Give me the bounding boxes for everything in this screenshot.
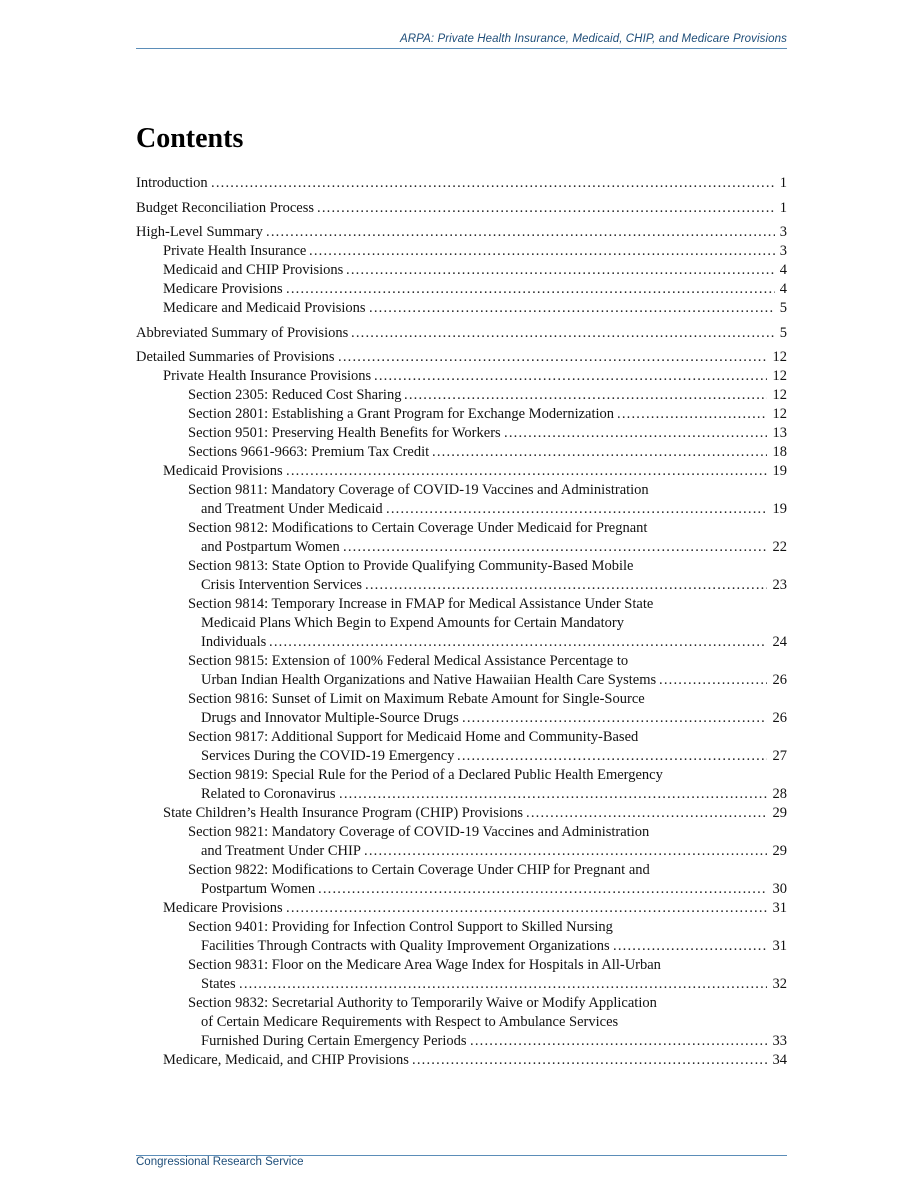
toc-dot-leader <box>338 348 767 367</box>
toc-page-number: 12 <box>772 406 787 422</box>
toc-entry-text: and Treatment Under CHIP <box>201 843 361 859</box>
toc-page-number: 1 <box>779 175 787 191</box>
toc-entry-text: Postpartum Women <box>201 881 316 897</box>
toc-page-number: 27 <box>772 748 787 764</box>
toc-entry[interactable] <box>136 481 787 519</box>
toc-page-number: 19 <box>772 463 787 479</box>
toc-entry-text: Private Health Insurance Provisions <box>163 368 372 384</box>
toc-entry-text: Medicare and Medicaid Provisions <box>163 300 366 316</box>
toc-dot-leader <box>211 174 775 193</box>
toc-entry-text: Urban Indian Health Organizations and Native Hawaiian Health Care Systems <box>201 672 657 688</box>
toc-dot-leader <box>386 500 767 519</box>
toc-page-number: 29 <box>772 843 787 859</box>
toc-entry[interactable] <box>136 199 787 218</box>
toc-entry-text: Section 9832: Secretarial Authority to Temporarily Waive or Modify Application <box>188 995 657 1011</box>
toc-entry[interactable] <box>136 690 787 728</box>
toc-dot-leader <box>432 443 767 462</box>
toc-entry-text: Section 9501: Preserving Health Benefits for Workers <box>188 425 501 441</box>
toc-entry[interactable] <box>136 918 787 956</box>
toc-entry[interactable] <box>136 242 787 261</box>
toc-dot-leader <box>266 223 775 242</box>
toc-entry[interactable] <box>136 861 787 899</box>
toc-entry-text: Section 9816: Sunset of Limit on Maximum Rebate Amount for Single-Source <box>188 691 645 707</box>
toc-entry-text: Medicaid Plans Which Begin to Expend Amounts for Certain Mandatory <box>201 615 624 631</box>
toc-page-number: 30 <box>772 881 787 897</box>
toc-page-number: 4 <box>779 262 787 278</box>
toc-entry-text: High-Level Summary <box>136 224 263 240</box>
toc-page-number: 5 <box>779 300 787 316</box>
toc-entry-text: Section 9817: Additional Support for Medicaid Home and Community-Based <box>188 729 639 745</box>
toc-dot-leader <box>613 937 767 956</box>
toc-page-number: 29 <box>772 805 787 821</box>
toc-entry-text: and Postpartum Women <box>201 539 340 555</box>
toc-entry-text: Furnished During Certain Emergency Periods <box>201 1033 467 1049</box>
toc-entry-text: Section 9813: State Option to Provide Qualifying Community-Based Mobile <box>188 558 634 574</box>
toc-page-number: 5 <box>779 324 787 341</box>
toc-page-number: 13 <box>772 425 787 441</box>
toc-entry-text: Crisis Intervention Services <box>201 577 363 593</box>
toc-entry[interactable] <box>136 1051 787 1070</box>
toc-dot-leader <box>365 576 767 595</box>
toc-entry-text: Section 9401: Providing for Infection Control Support to Skilled Nursing <box>188 919 613 935</box>
toc-entry-text: Facilities Through Contracts with Quality Improvement Organizations <box>201 938 610 954</box>
toc-entry[interactable] <box>136 424 787 443</box>
toc-dot-leader <box>470 1032 767 1051</box>
toc-entry-text: Detailed Summaries of Provisions <box>136 349 335 365</box>
toc-dot-leader <box>369 299 775 318</box>
toc-page-number: 3 <box>779 243 787 259</box>
toc-entry[interactable] <box>136 443 787 462</box>
toc-entry[interactable] <box>136 994 787 1051</box>
toc-page-number: 31 <box>772 900 787 916</box>
toc-entry-text: Services During the COVID-19 Emergency <box>201 748 455 764</box>
toc-entry-text: Section 9811: Mandatory Coverage of COVID-19 Vaccines and Administration <box>188 482 649 498</box>
toc-entry[interactable] <box>136 261 787 280</box>
toc-page-number: 26 <box>772 672 787 688</box>
toc-dot-leader <box>457 747 767 766</box>
toc-entry-text: Section 9821: Mandatory Coverage of COVID-19 Vaccines and Administration <box>188 824 650 840</box>
footer-text: Congressional Research Service <box>136 1156 304 1168</box>
toc-entry-text: Budget Reconciliation Process <box>136 199 314 216</box>
toc-dot-leader <box>286 899 767 918</box>
toc-dot-leader <box>617 405 767 424</box>
toc-entry-text: Section 9814: Temporary Increase in FMAP for Medical Assistance Under State <box>188 596 654 612</box>
toc-page-number: 32 <box>772 976 787 992</box>
toc-page-number: 31 <box>772 938 787 954</box>
toc-entry-text: Introduction <box>136 175 208 191</box>
toc-dot-leader <box>286 462 767 481</box>
toc-page-number: 23 <box>772 577 787 593</box>
toc-entry-text: Medicaid Provisions <box>163 463 283 479</box>
running-header: ARPA: Private Health Insurance, Medicaid, CHIP, and Medicare Provisions <box>400 33 787 45</box>
toc-entry[interactable] <box>136 405 787 424</box>
toc-entry[interactable] <box>136 557 787 595</box>
toc-entry[interactable] <box>136 174 787 193</box>
toc-entry-text: Medicare Provisions <box>163 281 283 297</box>
toc-entry-text: Section 2305: Reduced Cost Sharing <box>188 387 402 403</box>
toc-entry[interactable] <box>136 823 787 861</box>
toc-page-number: 22 <box>772 539 787 555</box>
toc-entry-text: of Certain Medicare Requirements with Respect to Ambulance Services <box>201 1014 619 1030</box>
toc-entry[interactable] <box>136 462 787 481</box>
toc-entry-text: Private Health Insurance <box>163 243 307 259</box>
toc-entry-text: and Treatment Under Medicaid <box>201 501 383 517</box>
toc-entry-text: Related to Coronavirus <box>201 786 336 802</box>
toc-dot-leader <box>526 804 767 823</box>
toc-dot-leader <box>412 1051 767 1070</box>
toc-entry-text: Section 9822: Modifications to Certain Coverage Under CHIP for Pregnant and <box>188 862 650 878</box>
toc-entry-text: Section 9815: Extension of 100% Federal Medical Assistance Percentage to <box>188 653 629 669</box>
toc-dot-leader <box>318 880 767 899</box>
toc-entry-text: Sections 9661-9663: Premium Tax Credit <box>188 444 430 460</box>
toc-entry[interactable] <box>136 899 787 918</box>
toc-entry[interactable] <box>136 595 787 652</box>
header-rule <box>136 48 787 49</box>
toc-entry[interactable] <box>136 386 787 405</box>
toc-page-number: 18 <box>772 444 787 460</box>
toc-entry[interactable] <box>136 766 787 804</box>
toc-dot-leader <box>286 280 775 299</box>
toc-dot-leader <box>309 242 775 261</box>
toc-dot-leader <box>404 386 767 405</box>
toc-dot-leader <box>339 785 767 804</box>
toc-dot-leader <box>462 709 767 728</box>
toc-page-number: 34 <box>772 1052 787 1068</box>
toc-entry[interactable] <box>136 804 787 823</box>
toc-dot-leader <box>239 975 767 994</box>
toc-page-number: 19 <box>772 501 787 517</box>
toc-entry[interactable] <box>136 367 787 386</box>
toc-page-number: 4 <box>779 281 787 297</box>
toc-entry-text: Abbreviated Summary of Provisions <box>136 324 349 341</box>
toc-entry-text: Drugs and Innovator Multiple-Source Drugs <box>201 710 459 726</box>
toc-dot-leader <box>343 538 767 557</box>
toc-entry[interactable] <box>136 652 787 690</box>
toc-entry-text: State Children’s Health Insurance Program (CHIP) Provisions <box>163 805 524 821</box>
toc-entry-text: Section 9812: Modifications to Certain Coverage Under Medicaid for Pregnant <box>188 520 648 536</box>
toc-page-number: 28 <box>772 786 787 802</box>
toc-dot-leader <box>364 842 767 861</box>
toc-entry[interactable] <box>136 519 787 557</box>
toc-page-number: 12 <box>772 387 787 403</box>
toc-entry-text: Medicare, Medicaid, and CHIP Provisions <box>163 1052 409 1068</box>
toc-dot-leader <box>346 261 775 280</box>
toc-entry-text: Section 9831: Floor on the Medicare Area Wage Index for Hospitals in All-Urban <box>188 957 661 973</box>
toc-dot-leader <box>351 324 775 343</box>
toc-entry[interactable] <box>136 348 787 367</box>
toc-dot-leader <box>317 199 775 218</box>
toc-entry[interactable] <box>136 956 787 994</box>
toc-entry-text: States <box>201 976 236 992</box>
toc-entry[interactable] <box>136 324 787 343</box>
toc-dot-leader <box>504 424 767 443</box>
toc-entry-text: Medicaid and CHIP Provisions <box>163 262 344 278</box>
toc-entry[interactable] <box>136 728 787 766</box>
toc-entry-text: Medicare Provisions <box>163 900 283 916</box>
toc-entry-text: Section 2801: Establishing a Grant Program for Exchange Modernization <box>188 406 615 422</box>
toc-entry-text: Section 9819: Special Rule for the Period of a Declared Public Health Emergency <box>188 767 663 783</box>
toc-dot-leader <box>374 367 767 386</box>
toc-page-number: 24 <box>772 634 787 650</box>
toc-entry[interactable] <box>136 280 787 299</box>
toc-entry[interactable] <box>136 223 787 242</box>
toc-dot-leader <box>659 671 767 690</box>
toc-page-number: 1 <box>779 199 787 216</box>
page-title: Contents <box>136 123 244 154</box>
toc-entry-text: Individuals <box>201 634 267 650</box>
toc-dot-leader <box>269 633 767 652</box>
toc-page-number: 33 <box>772 1033 787 1049</box>
toc-page-number: 12 <box>772 349 787 365</box>
toc-page-number: 12 <box>772 368 787 384</box>
toc-entry[interactable] <box>136 299 787 318</box>
toc-page-number: 26 <box>772 710 787 726</box>
toc-page-number: 3 <box>779 224 787 240</box>
